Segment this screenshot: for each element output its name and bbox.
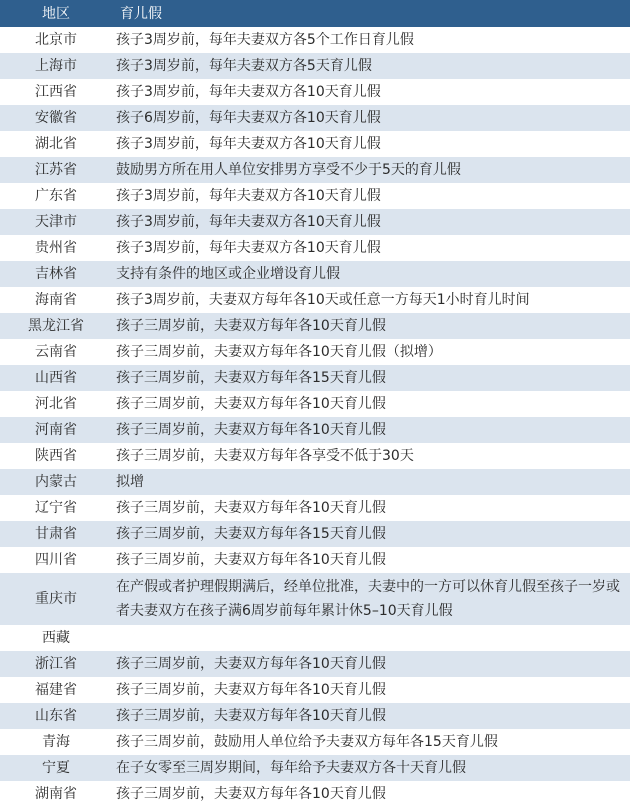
table-row bbox=[0, 53, 630, 79]
region-cell: 宁夏 bbox=[42, 760, 70, 776]
region-cell: 湖南省 bbox=[35, 786, 77, 802]
region-cell: 安徽省 bbox=[35, 110, 77, 126]
policy-cell: 孩子三周岁前，夫妻双方每年各10天育儿假（拟增） bbox=[116, 344, 442, 360]
region-cell: 吉林省 bbox=[35, 266, 77, 282]
table-row bbox=[0, 391, 630, 417]
table-row bbox=[0, 755, 630, 781]
policy-cell: 孩子3周岁前，每年夫妻双方各10天育儿假 bbox=[116, 84, 381, 100]
region-cell: 陕西省 bbox=[35, 448, 77, 464]
region-cell: 山东省 bbox=[35, 708, 77, 724]
table-row bbox=[0, 625, 630, 651]
region-cell: 黑龙江省 bbox=[28, 318, 84, 334]
policy-cell: 孩子三周岁前，夫妻双方每年各10天育儿假 bbox=[116, 786, 386, 802]
table-row bbox=[0, 157, 630, 183]
table-row bbox=[0, 105, 630, 131]
region-cell: 湖北省 bbox=[35, 136, 77, 152]
table-row bbox=[0, 313, 630, 339]
policy-cell: 孩子三周岁前，夫妻双方每年各10天育儿假 bbox=[116, 318, 386, 334]
region-cell: 西藏 bbox=[42, 630, 70, 646]
region-cell: 重庆市 bbox=[35, 591, 77, 607]
table-row bbox=[0, 703, 630, 729]
table-row bbox=[0, 287, 630, 313]
table-row bbox=[0, 261, 630, 287]
policy-cell: 孩子三周岁前，夫妻双方每年各10天育儿假 bbox=[116, 396, 386, 412]
table-row bbox=[0, 27, 630, 53]
policy-cell: 在产假或者护理假期满后，经单位批准，夫妻中的一方可以休育儿假至孩子一岁或者夫妻双方在孩子满6周岁前每年累计休5–10天育儿假 bbox=[116, 579, 620, 619]
policy-cell: 孩子3周岁前，每年夫妻双方各10天育儿假 bbox=[116, 214, 381, 230]
region-cell: 四川省 bbox=[35, 552, 77, 568]
region-cell: 福建省 bbox=[35, 682, 77, 698]
region-cell: 江西省 bbox=[35, 84, 77, 100]
region-cell: 河南省 bbox=[35, 422, 77, 438]
table-row bbox=[0, 183, 630, 209]
policy-cell: 孩子3周岁前，每年夫妻双方各10天育儿假 bbox=[116, 240, 381, 256]
region-cell: 青海 bbox=[42, 734, 70, 750]
table-row bbox=[0, 573, 630, 625]
policy-cell: 拟增 bbox=[116, 474, 144, 490]
table-row bbox=[0, 339, 630, 365]
table-header-row bbox=[0, 0, 630, 27]
table-row bbox=[0, 443, 630, 469]
table-row bbox=[0, 417, 630, 443]
table-row bbox=[0, 729, 630, 755]
policy-cell: 孩子三周岁前，夫妻双方每年各15天育儿假 bbox=[116, 526, 386, 542]
policy-cell: 孩子三周岁前，夫妻双方每年各享受不低于30天 bbox=[116, 448, 414, 464]
header-leave: 育儿假 bbox=[120, 5, 162, 22]
policy-cell: 孩子3周岁前，每年夫妻双方各10天育儿假 bbox=[116, 188, 381, 204]
region-cell: 内蒙古 bbox=[35, 474, 77, 490]
region-cell: 山西省 bbox=[35, 370, 77, 386]
region-cell: 云南省 bbox=[35, 344, 77, 360]
policy-cell: 孩子三周岁前，夫妻双方每年各10天育儿假 bbox=[116, 682, 386, 698]
policy-cell: 孩子三周岁前，夫妻双方每年各10天育儿假 bbox=[116, 552, 386, 568]
policy-cell: 孩子三周岁前，夫妻双方每年各15天育儿假 bbox=[116, 370, 386, 386]
table-row bbox=[0, 365, 630, 391]
table-body bbox=[0, 27, 630, 807]
region-cell: 辽宁省 bbox=[35, 500, 77, 516]
policy-cell: 孩子三周岁前，鼓励用人单位给予夫妻双方每年各15天育儿假 bbox=[116, 734, 498, 750]
table-row bbox=[0, 79, 630, 105]
region-cell: 上海市 bbox=[35, 58, 77, 74]
policy-cell: 孩子3周岁前，每年夫妻双方各5天育儿假 bbox=[116, 58, 372, 74]
table-row bbox=[0, 521, 630, 547]
policy-cell: 在子女零至三周岁期间，每年给予夫妻双方各十天育儿假 bbox=[116, 760, 466, 776]
table-row bbox=[0, 235, 630, 261]
policy-cell: 孩子3周岁前，夫妻双方每年各10天或任意一方每天1小时育儿时间 bbox=[116, 292, 530, 308]
policy-cell: 孩子三周岁前，夫妻双方每年各10天育儿假 bbox=[116, 708, 386, 724]
region-cell: 北京市 bbox=[35, 32, 77, 48]
region-cell: 江苏省 bbox=[35, 162, 77, 178]
policy-cell: 鼓励男方所在用人单位安排男方享受不少于5天的育儿假 bbox=[116, 162, 461, 178]
region-cell: 贵州省 bbox=[35, 240, 77, 256]
table-row bbox=[0, 651, 630, 677]
region-cell: 甘肃省 bbox=[35, 526, 77, 542]
policy-cell: 孩子3周岁前，每年夫妻双方各10天育儿假 bbox=[116, 136, 381, 152]
region-cell: 天津市 bbox=[35, 214, 77, 230]
policy-cell: 孩子三周岁前，夫妻双方每年各10天育儿假 bbox=[116, 422, 386, 438]
policy-cell: 支持有条件的地区或企业增设育儿假 bbox=[116, 266, 340, 282]
region-cell: 广东省 bbox=[35, 188, 77, 204]
header-region: 地区 bbox=[42, 5, 70, 22]
region-cell: 浙江省 bbox=[35, 656, 77, 672]
policy-cell: 孩子三周岁前，夫妻双方每年各10天育儿假 bbox=[116, 500, 386, 516]
policy-cell: 孩子3周岁前，每年夫妻双方各5个工作日育儿假 bbox=[116, 32, 414, 48]
table-row bbox=[0, 131, 630, 157]
table-row bbox=[0, 677, 630, 703]
table-row bbox=[0, 209, 630, 235]
table-row bbox=[0, 781, 630, 807]
region-cell: 河北省 bbox=[35, 396, 77, 412]
table-row bbox=[0, 547, 630, 573]
region-cell: 海南省 bbox=[35, 292, 77, 308]
policy-cell: 孩子三周岁前，夫妻双方每年各10天育儿假 bbox=[116, 656, 386, 672]
policy-cell: 孩子6周岁前，每年夫妻双方各10天育儿假 bbox=[116, 110, 381, 126]
table-row bbox=[0, 469, 630, 495]
table-row bbox=[0, 495, 630, 521]
